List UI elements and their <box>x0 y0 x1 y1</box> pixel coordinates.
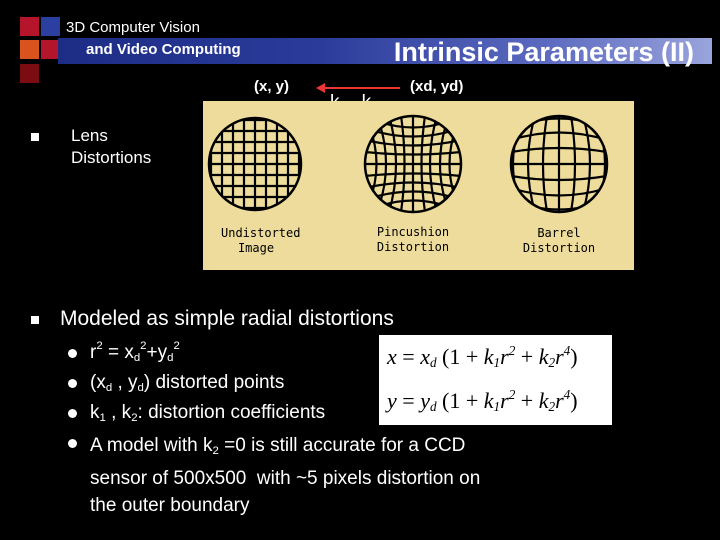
sub-bullet-radius: $r^2 = x_d^2+y_d^2$ <box>90 340 180 364</box>
sub-bullet-dot <box>68 439 77 448</box>
undistorted-coords-label: (x, y) <box>254 78 290 95</box>
course-title-line2: and Video Computing <box>86 41 241 58</box>
modeled-heading: Modeled as simple radial distortions <box>60 307 394 330</box>
sub-bullet-dot <box>68 379 77 388</box>
sub-bullet-distorted-points: ($x_d$ , $y_d$) distorted points <box>90 372 285 394</box>
bullet-marker <box>31 133 39 141</box>
equation-x: $x = x_d$ $(1 + k_1r^2 + k_2r^4)$ <box>387 343 578 370</box>
slide-title: Intrinsic Parameters (II) <box>393 37 694 67</box>
lens-distortions-label: Lens Distortions <box>71 126 152 167</box>
undistorted-caption: Undistorted Image <box>221 226 301 255</box>
course-title-line1: 3D Computer Vision <box>66 19 200 36</box>
sub-bullet-model-note: A model with $k_2 =0$ is still accurate for a CCD sensor of 500x500 with ~5 pixels distortion on the outer boundary <box>90 435 481 516</box>
equation-box <box>379 335 612 425</box>
logo-square-5 <box>20 64 39 83</box>
barrel-caption: Barrel Distortion <box>522 226 596 255</box>
sub-bullet-dot <box>68 349 77 358</box>
distorted-coords-label: (xd, yd) <box>410 78 464 95</box>
equation-y: $y = y_d$ $(1 + k_1r^2 + k_2r^4)$ <box>387 387 578 414</box>
logo-square-3 <box>20 40 39 59</box>
sub-bullet-dot <box>68 409 77 418</box>
sub-bullet-coefficients: $k_1$ , $k_2$: distortion coefficients <box>90 402 326 424</box>
pincushion-caption: Pincushion Distortion <box>376 225 450 254</box>
logo-square-1 <box>20 17 39 36</box>
bullet-marker <box>31 316 39 324</box>
logo-square-2 <box>41 17 60 36</box>
distortion-figure <box>203 101 634 270</box>
